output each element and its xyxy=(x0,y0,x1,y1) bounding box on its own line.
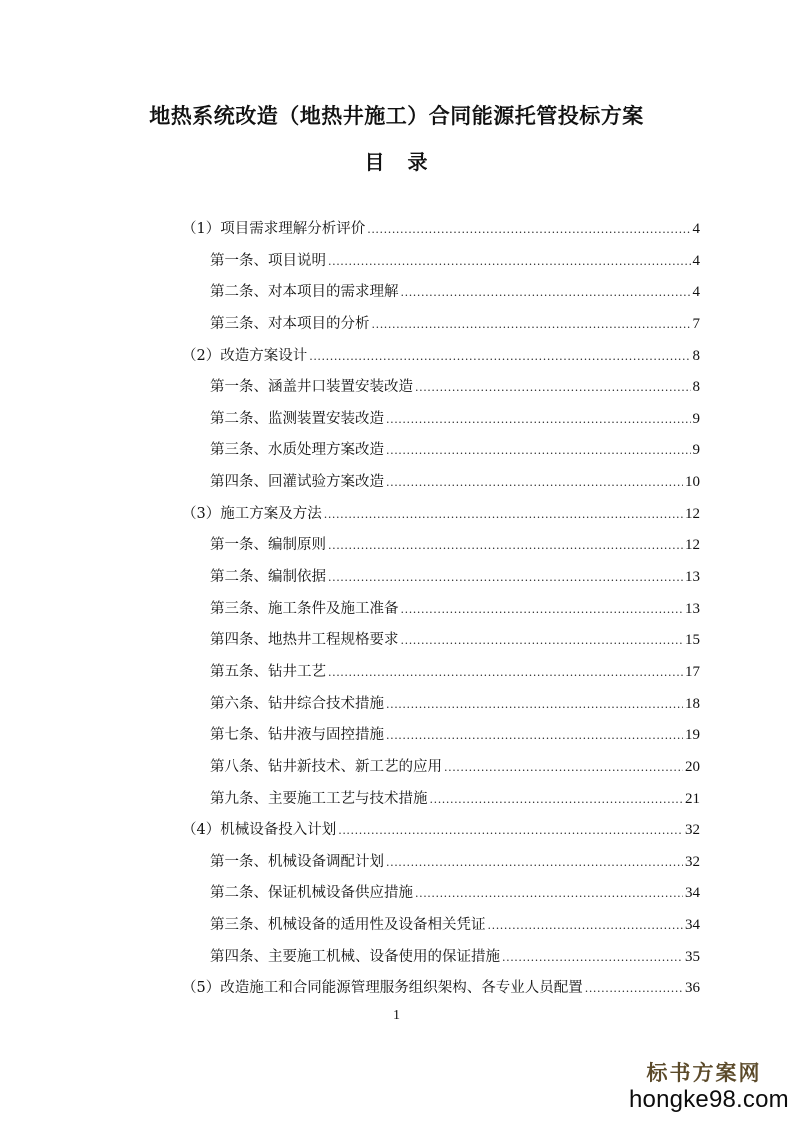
toc-dot-leader xyxy=(328,657,683,689)
toc-entry[interactable] xyxy=(182,910,700,942)
toc-entry[interactable] xyxy=(182,689,700,721)
toc-dot-leader xyxy=(401,594,684,626)
toc-entry-page: 32 xyxy=(685,822,700,839)
toc-entry-page: 21 xyxy=(685,790,700,807)
toc-dot-leader xyxy=(309,341,690,373)
toc-entry-page: 17 xyxy=(685,663,700,680)
toc-dot-leader xyxy=(328,246,691,278)
toc-entry-title: 第一条、涵盖井口装置安装改造 xyxy=(210,379,413,396)
toc-dot-leader xyxy=(386,435,691,467)
toc-dot-leader xyxy=(415,878,683,910)
toc-entry-title: 第四条、回灌试验方案改造 xyxy=(210,474,384,491)
page-number: 1 xyxy=(393,1008,400,1023)
toc-heading-part1: 目 xyxy=(364,150,386,174)
toc-entry-page: 9 xyxy=(692,410,700,427)
toc-entry-title: （1）项目需求理解分析评价 xyxy=(182,221,366,237)
watermark-url: hongke98.com xyxy=(629,1086,789,1113)
toc-entry-page: 32 xyxy=(685,853,700,870)
toc-entry-title: 第二条、编制依据 xyxy=(210,569,326,586)
watermark-site-name: 标书方案网 xyxy=(646,1061,762,1085)
toc-entry-page: 19 xyxy=(685,727,700,744)
toc-entry-title: 第二条、保证机械设备供应措施 xyxy=(210,885,413,902)
toc-entry-page: 13 xyxy=(685,600,700,617)
toc-entry[interactable] xyxy=(182,214,700,246)
table-of-contents xyxy=(182,214,700,1005)
toc-dot-leader xyxy=(488,910,684,942)
toc-entry[interactable] xyxy=(182,784,700,816)
toc-entry-page: 13 xyxy=(685,569,700,586)
toc-entry-title: 第三条、水质处理方案改造 xyxy=(210,442,384,459)
toc-dot-leader xyxy=(502,942,683,974)
toc-entry[interactable] xyxy=(182,341,700,373)
toc-dot-leader xyxy=(444,752,683,784)
toc-dot-leader xyxy=(328,530,683,562)
toc-dot-leader xyxy=(372,309,691,341)
toc-entry-title: 第六条、钻井综合技术措施 xyxy=(210,695,384,712)
toc-entry[interactable] xyxy=(182,847,700,879)
toc-entry-page: 20 xyxy=(685,758,700,775)
toc-entry-title: 第三条、对本项目的分析 xyxy=(210,315,370,332)
toc-entry-title: 第五条、钻井工艺 xyxy=(210,663,326,680)
toc-dot-leader xyxy=(367,214,690,246)
toc-entry-page: 4 xyxy=(692,284,700,301)
toc-entry-title: （4）机械设备投入计划 xyxy=(182,822,337,839)
toc-dot-leader xyxy=(328,562,683,594)
toc-entry-page: 34 xyxy=(685,885,700,902)
toc-entry[interactable] xyxy=(182,878,700,910)
toc-entry[interactable] xyxy=(182,372,700,404)
toc-entry[interactable] xyxy=(182,752,700,784)
toc-entry[interactable] xyxy=(182,815,700,847)
toc-entry-title: 第一条、编制原则 xyxy=(210,537,326,554)
toc-entry-title: （5）改造施工和合同能源管理服务组织架构、各专业人员配置 xyxy=(182,980,583,997)
toc-entry-page: 9 xyxy=(692,442,700,459)
toc-entry-title: 第四条、地热井工程规格要求 xyxy=(210,632,399,649)
toc-dot-leader xyxy=(415,372,691,404)
toc-dot-leader xyxy=(585,973,683,1005)
toc-entry-page: 8 xyxy=(692,347,700,364)
toc-entry-page: 4 xyxy=(692,252,700,269)
toc-entry-page: 35 xyxy=(685,948,700,965)
toc-dot-leader xyxy=(386,467,683,499)
toc-entry-title: 第三条、机械设备的适用性及设备相关凭证 xyxy=(210,917,486,934)
toc-entry[interactable] xyxy=(182,942,700,974)
toc-entry-page: 10 xyxy=(685,474,700,491)
toc-entry[interactable] xyxy=(182,530,700,562)
toc-dot-leader xyxy=(386,847,683,879)
toc-entry-title: 第七条、钻井液与固控措施 xyxy=(210,727,384,744)
toc-dot-leader xyxy=(430,784,684,816)
toc-entry-title: 第一条、项目说明 xyxy=(210,252,326,269)
toc-entry[interactable] xyxy=(182,499,700,531)
toc-entry[interactable] xyxy=(182,277,700,309)
toc-entry[interactable] xyxy=(182,309,700,341)
toc-dot-leader xyxy=(401,277,691,309)
toc-entry[interactable] xyxy=(182,404,700,436)
toc-entry-title: 第一条、机械设备调配计划 xyxy=(210,853,384,870)
toc-dot-leader xyxy=(401,625,684,657)
toc-dot-leader xyxy=(386,720,683,752)
toc-entry-page: 7 xyxy=(692,315,700,332)
watermark xyxy=(629,1060,789,1114)
toc-entry[interactable] xyxy=(182,625,700,657)
toc-entry-page: 36 xyxy=(685,980,700,997)
toc-entry-title: 第二条、监测装置安装改造 xyxy=(210,410,384,427)
document-title: 地热系统改造（地热井施工）合同能源托管投标方案 xyxy=(149,103,644,128)
toc-dot-leader xyxy=(324,499,683,531)
toc-entry-title: 第四条、主要施工机械、设备使用的保证措施 xyxy=(210,948,500,965)
toc-dot-leader xyxy=(386,404,691,436)
toc-entry-title: 第九条、主要施工工艺与技术措施 xyxy=(210,790,428,807)
toc-entry[interactable] xyxy=(182,246,700,278)
toc-entry[interactable] xyxy=(182,594,700,626)
toc-entry-page: 4 xyxy=(692,221,700,237)
toc-entry[interactable] xyxy=(182,973,700,1005)
toc-entry[interactable] xyxy=(182,657,700,689)
toc-entry[interactable] xyxy=(182,562,700,594)
toc-dot-leader xyxy=(338,815,683,847)
toc-heading-part2: 录 xyxy=(407,150,429,174)
toc-heading xyxy=(0,148,793,176)
toc-entry-page: 15 xyxy=(685,632,700,649)
toc-entry-title: （2）改造方案设计 xyxy=(182,347,308,364)
toc-dot-leader xyxy=(386,689,683,721)
toc-entry-title: （3）施工方案及方法 xyxy=(182,505,322,522)
toc-entry-page: 18 xyxy=(685,695,700,712)
toc-entry[interactable] xyxy=(182,720,700,752)
toc-entry-title: 第八条、钻井新技术、新工艺的应用 xyxy=(210,758,442,775)
toc-entry-page: 8 xyxy=(692,379,700,396)
toc-entry-page: 12 xyxy=(685,505,700,522)
toc-entry-title: 第二条、对本项目的需求理解 xyxy=(210,284,399,301)
toc-entry[interactable] xyxy=(182,467,700,499)
toc-entry-page: 12 xyxy=(685,537,700,554)
toc-entry-title: 第三条、施工条件及施工准备 xyxy=(210,600,399,617)
toc-entry-page: 34 xyxy=(685,917,700,934)
toc-entry[interactable] xyxy=(182,435,700,467)
